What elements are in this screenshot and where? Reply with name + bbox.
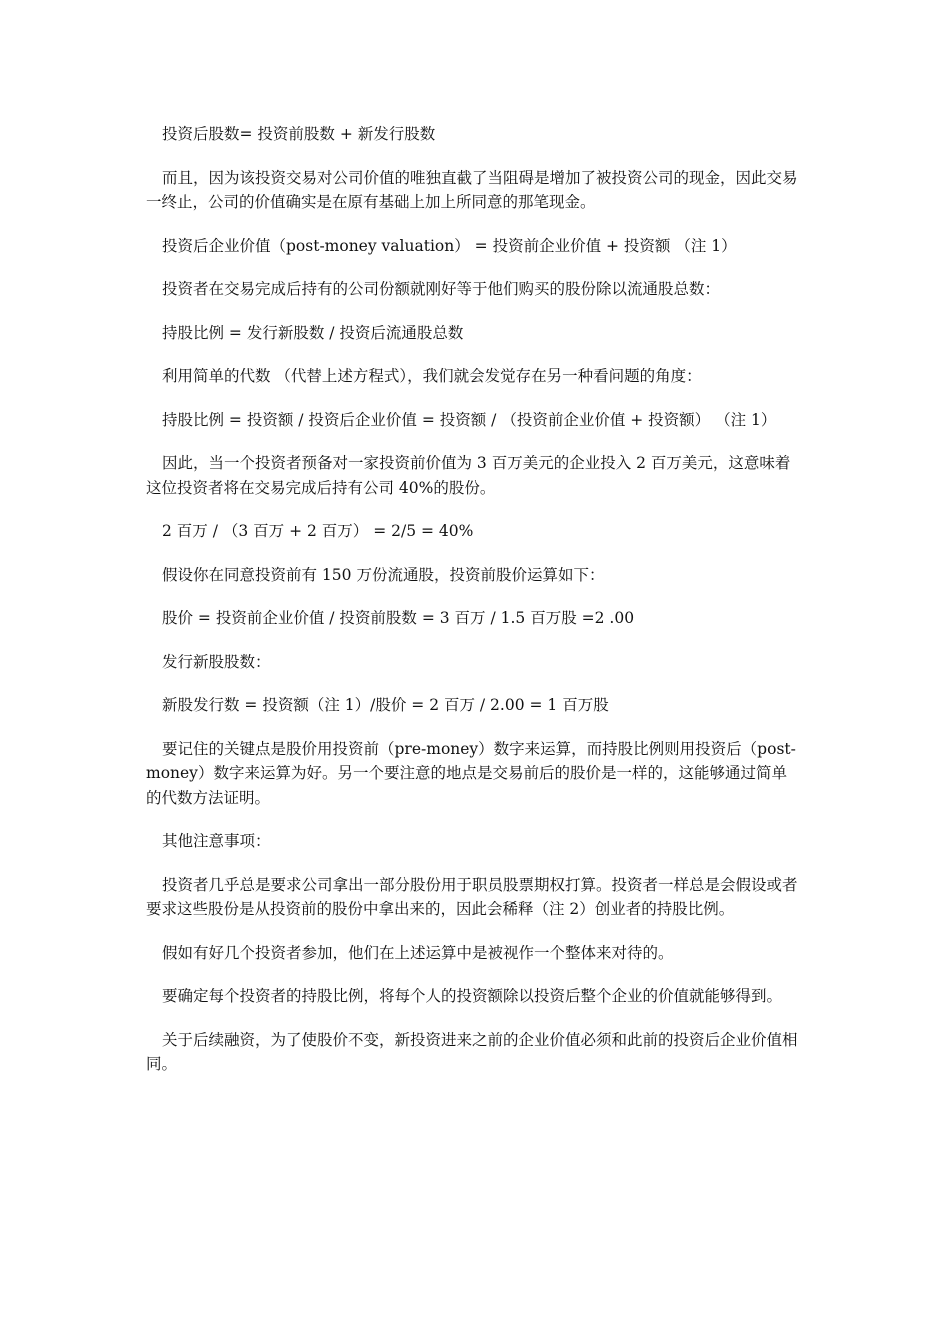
- paragraph-algebra-intro: 利用简单的代数 （代替上述方程式），我们就会发觉存在另一种看问题的角度：: [162, 367, 702, 385]
- paragraph-key-point: 要记住的关键点是股价用投资前（pre-money）数字来运算，而持股比例则用投资后（post-money）数字来运算为好。另一个要注意的地点是交易前后的股价是一样的，这能够通过简单的代数方法证明。: [146, 739, 796, 807]
- paragraph-cash-impact: 而且，因为该投资交易对公司价值的唯独直截了当阻碍是增加了被投资公司的现金，因此交易一终止，公司的价值确实是在原有基础上加上所同意的那笔现金。: [146, 168, 798, 211]
- paragraph-post-money-formula: 投资后企业价值（post-money valuation） = 投资前企业价值 + 投资额 （注 1）: [162, 236, 737, 255]
- paragraph-post-investment-shares: 投资后股数= 投资前股数 + 新发行股数: [162, 125, 436, 143]
- paragraph-example: 因此，当一个投资者预备对一家投资前价值为 3 百万美元的企业投入 2 百万美元，这意味着这位投资者将在交易完成后持有公司 40%的股份。: [146, 454, 791, 497]
- paragraph-other-notes-heading: 其他注意事项：: [162, 832, 271, 850]
- paragraph-individual-ownership: 要确定每个投资者的持股比例，将每个人的投资额除以投资后整个企业的价值就能够得到。: [162, 987, 783, 1005]
- paragraph-new-shares-formula: 新股发行数 = 投资额（注 1）/股价 = 2 百万 / 2.00 = 1 百万股: [162, 696, 609, 714]
- paragraph-shares-assumption: 假设你在同意投资前有 150 万份流通股，投资前股价运算如下：: [162, 565, 605, 584]
- paragraph-ownership-intro: 投资者在交易完成后持有的公司份额就刚好等于他们购买的股份除以流通股总数：: [162, 280, 721, 298]
- paragraph-follow-on-financing: 关于后续融资，为了使股价不变，新投资进来之前的企业价值必须和此前的投资后企业价值相同。: [146, 1030, 798, 1073]
- paragraph-new-shares-heading: 发行新股股数：: [162, 652, 271, 671]
- paragraph-option-pool: 投资者几乎总是要求公司拿出一部分股份用于职员股票期权打算。投资者一样总是会假设或者要求这些股份是从投资前的股份中拿出来的，因此会稀释（注 2）创业者的持股比例。: [146, 875, 798, 918]
- paragraph-ownership-formula-alt: 持股比例 = 投资额 / 投资后企业价值 = 投资额 / （投资前企业价值 + 投资额） （注 1）: [162, 410, 777, 429]
- paragraph-example-calc: 2 百万 / （3 百万 + 2 百万） = 2/5 = 40%: [162, 522, 474, 540]
- paragraph-ownership-formula: 持股比例 = 发行新股数 / 投资后流通股总数: [162, 323, 464, 342]
- document-page: [146, 122, 802, 1096]
- paragraph-share-price-formula: 股价 = 投资前企业价值 / 投资前股数 = 3 百万 / 1.5 百万股 =2 .00: [162, 609, 635, 627]
- paragraph-multiple-investors: 假如有好几个投资者参加，他们在上述运算中是被视作一个整体来对待的。: [162, 943, 674, 962]
